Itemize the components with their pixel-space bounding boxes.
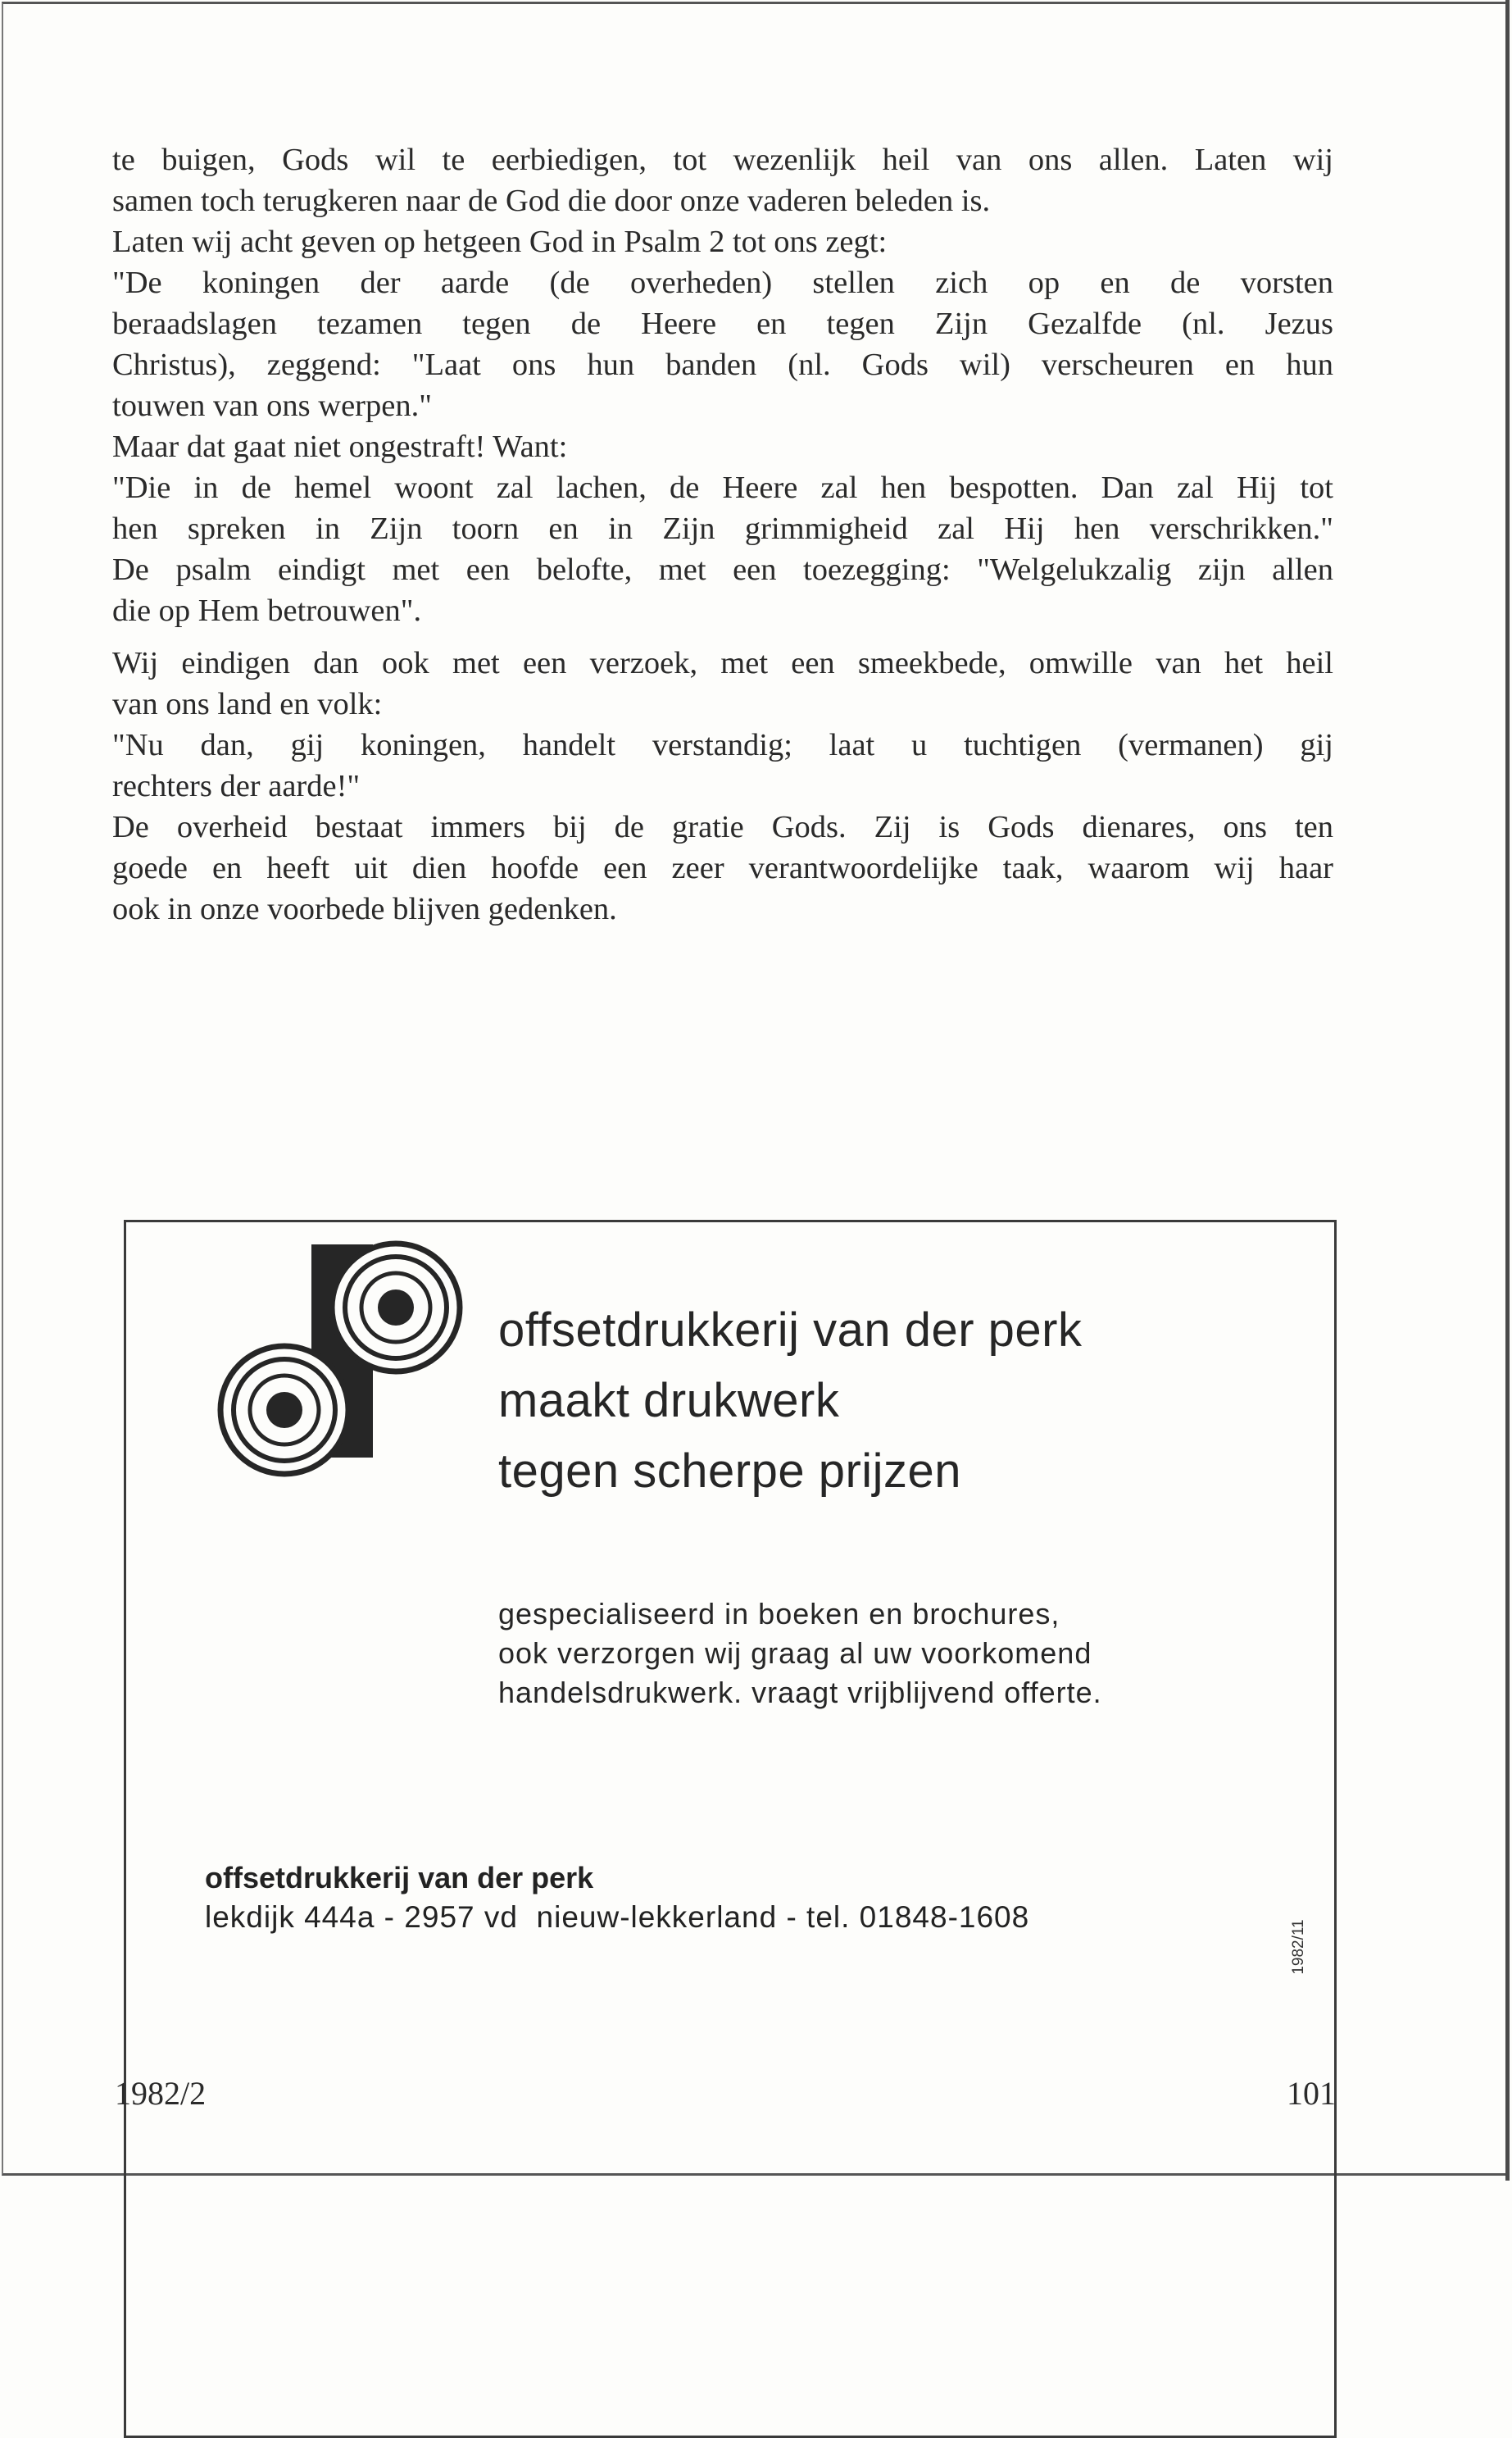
- ad-headline: [498, 1295, 1083, 1507]
- paragraph-gap: [112, 631, 1333, 643]
- text-line: te buigen, Gods wil te eerbiedigen, tot wezenlijk heil van ons allen. Laten wij: [112, 143, 1333, 177]
- text-line: De overheid bestaat immers bij de gratie Gods. Zij is Gods dienares, ons ten: [112, 810, 1333, 844]
- text-line: touwen van ons werpen.": [112, 389, 432, 423]
- text-line: De psalm eindigt met een belofte, met een toezegging: "Welgelukzalig zijn allen: [112, 553, 1333, 587]
- ad-code-text: 1982/11: [1290, 1919, 1307, 1975]
- text-line: Laten wij acht geven op hetgeen God in Psalm 2 tot ons zegt:: [112, 225, 888, 259]
- text-line: van ons land en volk:: [112, 687, 383, 721]
- text-line: "Die in de hemel woont zal lachen, de Heere zal hen bespotten. Dan zal Hij tot: [112, 471, 1333, 505]
- page-edge: [1505, 0, 1510, 2181]
- ad-headline-line: tegen scherpe prijzen: [498, 1444, 962, 1498]
- ad-description-line: ook verzorgen wij graag al uw voorkomend: [498, 1636, 1092, 1670]
- text-line: Maar dat gaat niet ongestraft! Want:: [112, 430, 568, 464]
- text-line: Wij eindigen dan ook met een verzoek, met een smeekbede, omwille van het heil: [112, 646, 1333, 680]
- text-line: samen toch terugkeren naar de God die door onze vaderen beleden is.: [112, 184, 991, 218]
- article-text: [112, 139, 1333, 930]
- text-line: rechters der aarde!": [112, 769, 361, 803]
- text-line: "Nu dan, gij koningen, handelt verstandig; laat u tuchtigen (vermanen) gij: [112, 728, 1333, 762]
- ad-description-line: handelsdrukwerk. vraagt vrijblijvend offerte.: [498, 1676, 1102, 1709]
- text-line: ook in onze voorbede blijven gedenken.: [112, 892, 617, 926]
- issue-number: 1982/2: [115, 2075, 207, 2112]
- ad-code: [1274, 1902, 1324, 1992]
- text-line: hen spreken in Zijn toorn en in Zijn grimmigheid zal Hij hen verschrikken.": [112, 512, 1333, 546]
- text-line: goede en heeft uit dien hoofde een zeer verantwoordelijke taak, waarom wij haar: [112, 851, 1333, 885]
- offset-rollers-logo-icon: [209, 1238, 471, 1488]
- ad-description: [498, 1594, 1102, 1713]
- text-line: Christus), zeggend: "Laat ons hun banden (nl. Gods wil) verscheuren en hun: [112, 348, 1333, 382]
- ad-description-line: gespecialiseerd in boeken en brochures,: [498, 1597, 1060, 1631]
- text-line: "De koningen der aarde (de overheden) stellen zich op en de vorsten: [112, 266, 1333, 300]
- text-line: beraadslagen tezamen tegen de Heere en tegen Zijn Gezalfde (nl. Jezus: [112, 307, 1333, 341]
- ad-contact-address: lekdijk 444a - 2957 vd nieuw-lekkerland - tel. 01848-1608: [205, 1900, 1030, 1934]
- text-line: die op Hem betrouwen".: [112, 594, 422, 628]
- ad-contact-name: offsetdrukkerij van der perk: [205, 1861, 594, 1894]
- ad-headline-line: offsetdrukkerij van der perk: [498, 1303, 1083, 1357]
- ad-headline-line: maakt drukwerk: [498, 1374, 840, 1427]
- page-number: 101: [1287, 2075, 1336, 2112]
